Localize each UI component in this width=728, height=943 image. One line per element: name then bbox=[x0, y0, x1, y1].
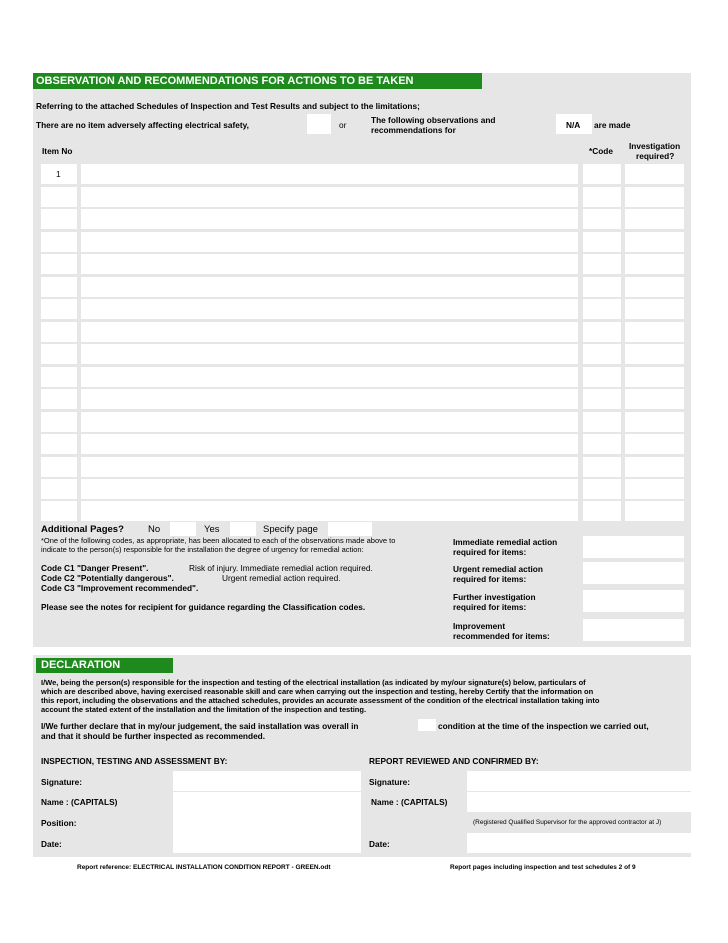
observation-cell[interactable] bbox=[81, 164, 578, 184]
item-no-cell[interactable] bbox=[41, 389, 77, 409]
code-c1-desc: Risk of injury. Immediate remedial action required. bbox=[189, 563, 373, 573]
item-no-cell[interactable] bbox=[41, 457, 77, 477]
left-signature-label: Signature: bbox=[41, 777, 83, 787]
code-cell[interactable] bbox=[583, 254, 621, 274]
immediate-label-1: Immediate remedial action bbox=[453, 537, 558, 547]
improvement-items-field[interactable] bbox=[583, 619, 684, 641]
overall-condition-field[interactable] bbox=[418, 719, 436, 731]
item-no-cell[interactable] bbox=[41, 434, 77, 454]
item-no-cell[interactable] bbox=[41, 344, 77, 364]
code-cell[interactable] bbox=[583, 322, 621, 342]
code-cell[interactable] bbox=[583, 501, 621, 521]
item-no-cell[interactable] bbox=[41, 299, 77, 319]
no-items-checkbox[interactable] bbox=[307, 114, 331, 134]
declaration-para1-line2: which are described above, having exercised reasonable skill and care when carrying out the inspection and testing, hereby Certify that the information on bbox=[41, 687, 594, 696]
code-cell[interactable] bbox=[583, 299, 621, 319]
additional-yes-label: Yes bbox=[204, 524, 220, 535]
item-no-cell[interactable] bbox=[41, 412, 77, 432]
item-no-cell[interactable] bbox=[41, 187, 77, 207]
additional-no-label: No bbox=[148, 524, 161, 535]
code-c2: Code C2 "Potentially dangerous". bbox=[41, 573, 174, 583]
urgent-label-2: required for items: bbox=[453, 574, 527, 584]
left-name-field[interactable] bbox=[173, 792, 361, 812]
observation-cell[interactable] bbox=[81, 277, 578, 297]
code-c2-desc: Urgent remedial action required. bbox=[222, 573, 341, 583]
position-field[interactable] bbox=[173, 812, 361, 853]
code-cell[interactable] bbox=[583, 412, 621, 432]
following-text-2: recommendations for bbox=[371, 125, 456, 135]
investigation-cell[interactable] bbox=[625, 367, 684, 387]
further-label-1: Further investigation bbox=[453, 592, 536, 602]
investigation-cell[interactable] bbox=[625, 501, 684, 521]
footer-pages: Report pages including inspection and test schedules 2 of 9 bbox=[450, 864, 636, 871]
investigation-cell[interactable] bbox=[625, 479, 684, 499]
observation-cell[interactable] bbox=[81, 232, 578, 252]
codes-note-1: *One of the following codes, as appropriate, has been allocated to each of the observations made above to bbox=[41, 536, 396, 545]
item-no-cell[interactable] bbox=[41, 479, 77, 499]
na-value: N/A bbox=[566, 120, 581, 130]
additional-pages-label: Additional Pages? bbox=[41, 524, 124, 535]
item-no-cell[interactable] bbox=[41, 164, 77, 184]
referring-text: Referring to the attached Schedules of Inspection and Test Results and subject to the limitations; bbox=[36, 101, 420, 111]
investigation-cell[interactable] bbox=[625, 434, 684, 454]
investigation-cell[interactable] bbox=[625, 457, 684, 477]
observation-cell[interactable] bbox=[81, 479, 578, 499]
item-no-cell[interactable] bbox=[41, 254, 77, 274]
see-notes-text: Please see the notes for recipient for guidance regarding the Classification codes. bbox=[41, 602, 366, 612]
no-items-text: There are no item adversely affecting electrical safety, bbox=[36, 120, 249, 130]
observations-title-text: OBSERVATION AND RECOMMENDATIONS FOR ACTIONS TO BE TAKEN bbox=[36, 75, 414, 87]
right-signature-label: Signature: bbox=[369, 777, 411, 787]
observation-cell[interactable] bbox=[81, 434, 578, 454]
observation-cell[interactable] bbox=[81, 299, 578, 319]
immediate-label-2: required for items: bbox=[453, 547, 527, 557]
item-no-value: 1 bbox=[56, 169, 61, 179]
specify-page-field[interactable] bbox=[328, 522, 372, 536]
observation-cell[interactable] bbox=[81, 209, 578, 229]
investigation-cell[interactable] bbox=[625, 389, 684, 409]
left-signature-field[interactable] bbox=[173, 771, 361, 791]
right-name-label: Name : (CAPITALS) bbox=[371, 797, 448, 807]
code-cell[interactable] bbox=[583, 434, 621, 454]
code-cell[interactable] bbox=[583, 164, 621, 184]
codes-note-2: indicate to the person(s) responsible for the installation the degree of urgency for remedial action: bbox=[41, 545, 364, 554]
item-no-cell[interactable] bbox=[41, 232, 77, 252]
observation-cell[interactable] bbox=[81, 367, 578, 387]
position-label: Position: bbox=[41, 818, 77, 828]
additional-no-box[interactable] bbox=[170, 522, 196, 536]
observation-cell[interactable] bbox=[81, 457, 578, 477]
observation-cell[interactable] bbox=[81, 322, 578, 342]
footer-reference: Report reference: ELECTRICAL INSTALLATION CONDITION REPORT - GREEN.odt bbox=[77, 864, 331, 871]
code-cell[interactable] bbox=[583, 344, 621, 364]
observation-cell[interactable] bbox=[81, 187, 578, 207]
declaration-title-text: DECLARATION bbox=[41, 659, 121, 671]
code-cell[interactable] bbox=[583, 277, 621, 297]
item-no-cell[interactable] bbox=[41, 501, 77, 521]
declaration-para2-b: condition at the time of the inspection we carried out, bbox=[438, 721, 649, 731]
investigation-cell[interactable] bbox=[625, 164, 684, 184]
right-date-label: Date: bbox=[369, 839, 390, 849]
investigation-cell[interactable] bbox=[625, 412, 684, 432]
right-signature-field[interactable] bbox=[467, 771, 691, 791]
investigation-cell[interactable] bbox=[625, 344, 684, 364]
left-date-label: Date: bbox=[41, 839, 62, 849]
improvement-label-2: recommended for items: bbox=[453, 631, 550, 641]
further-label-2: required for items: bbox=[453, 602, 527, 612]
investigation-cell[interactable] bbox=[625, 299, 684, 319]
observation-cell[interactable] bbox=[81, 254, 578, 274]
code-cell[interactable] bbox=[583, 457, 621, 477]
declaration-para2-line2: and that it should be further inspected as recommended. bbox=[41, 731, 266, 741]
investigation-cell[interactable] bbox=[625, 322, 684, 342]
declaration-para1-line4: account the stated extent of the installation and the limitation of the inspection and testing. bbox=[41, 705, 367, 714]
improvement-label-1: Improvement bbox=[453, 621, 506, 631]
declaration-para1-line1: I/We, being the person(s) responsible for the inspection and testing of the electrical installation (as indicated by my/our signature(s) below, particulars of bbox=[41, 678, 586, 687]
investigation-cell[interactable] bbox=[625, 209, 684, 229]
code-cell[interactable] bbox=[583, 232, 621, 252]
col-item-no: Item No bbox=[42, 146, 73, 156]
observations-title bbox=[33, 73, 482, 89]
urgent-label-1: Urgent remedial action bbox=[453, 564, 543, 574]
declaration-para1-line3: this report, including the observations and the attached schedules, provides an accurate assessment of the condition of the electrical installation taking into bbox=[41, 696, 600, 705]
right-name-field[interactable] bbox=[467, 792, 691, 812]
code-cell[interactable] bbox=[583, 367, 621, 387]
or-text: or bbox=[339, 120, 347, 130]
investigation-cell[interactable] bbox=[625, 254, 684, 274]
code-cell[interactable] bbox=[583, 209, 621, 229]
supervisor-note: (Registered Qualified Supervisor for the approved contractor at J) bbox=[473, 819, 662, 826]
col-investigation-1: Investigation bbox=[629, 141, 681, 151]
immediate-items-field[interactable] bbox=[583, 536, 684, 558]
observation-cell[interactable] bbox=[81, 389, 578, 409]
code-c3: Code C3 "Improvement recommended". bbox=[41, 583, 199, 593]
declaration-title bbox=[36, 658, 173, 673]
right-date-field[interactable] bbox=[467, 833, 691, 853]
inspection-by-heading: INSPECTION, TESTING AND ASSESSMENT BY: bbox=[41, 756, 228, 766]
investigation-cell[interactable] bbox=[625, 187, 684, 207]
urgent-items-field[interactable] bbox=[583, 562, 684, 584]
investigation-cell[interactable] bbox=[625, 232, 684, 252]
left-name-label: Name : (CAPITALS) bbox=[41, 797, 118, 807]
following-text-1: The following observations and bbox=[371, 115, 496, 125]
observation-cell[interactable] bbox=[81, 501, 578, 521]
col-investigation-2: required? bbox=[636, 151, 675, 161]
code-c1: Code C1 "Danger Present". bbox=[41, 563, 149, 573]
code-cell[interactable] bbox=[583, 479, 621, 499]
observation-cell[interactable] bbox=[81, 412, 578, 432]
further-items-field[interactable] bbox=[583, 590, 684, 612]
item-no-cell[interactable] bbox=[41, 209, 77, 229]
investigation-cell[interactable] bbox=[625, 277, 684, 297]
are-made-text: are made bbox=[594, 120, 631, 130]
item-no-cell[interactable] bbox=[41, 277, 77, 297]
code-cell[interactable] bbox=[583, 389, 621, 409]
item-no-cell[interactable] bbox=[41, 367, 77, 387]
additional-yes-box[interactable] bbox=[230, 522, 256, 536]
declaration-para2-a: I/We further declare that in my/our judgement, the said installation was overall in bbox=[41, 721, 359, 731]
specify-page-label: Specify page bbox=[263, 524, 318, 535]
na-field[interactable] bbox=[556, 114, 592, 134]
code-cell[interactable] bbox=[583, 187, 621, 207]
reviewed-by-heading: REPORT REVIEWED AND CONFIRMED BY: bbox=[369, 756, 539, 766]
col-code: *Code bbox=[589, 146, 613, 156]
item-no-cell[interactable] bbox=[41, 322, 77, 342]
observation-cell[interactable] bbox=[81, 344, 578, 364]
